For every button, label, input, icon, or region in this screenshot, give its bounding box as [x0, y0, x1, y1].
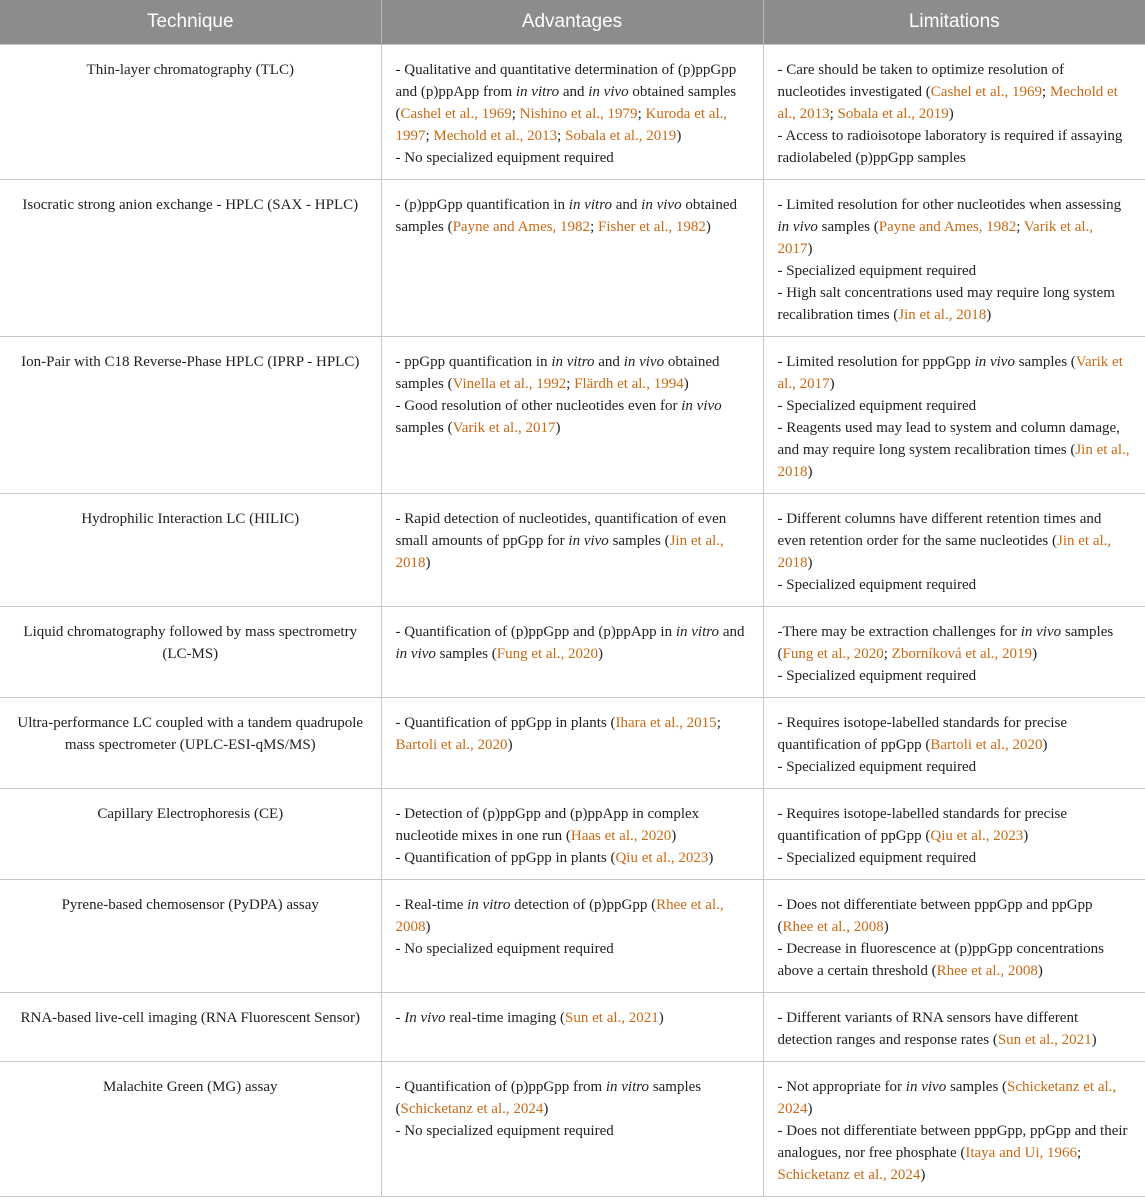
limitations-item: [778, 282, 1132, 326]
text-segment: - Quantification of ppGpp in plants (: [395, 850, 616, 866]
table-row: [0, 993, 1145, 1062]
advantages-item: [396, 395, 749, 439]
limitations-item: [778, 803, 1132, 847]
citation-link[interactable]: Qiu et al., 2023: [615, 850, 709, 866]
text-segment: - ppGpp quantification in: [395, 354, 552, 370]
text-segment: obtained samples (: [395, 84, 737, 122]
citation-link[interactable]: Sobala et al., 2019: [565, 128, 677, 144]
citation-link[interactable]: Mechold et al., 2013: [777, 84, 1118, 122]
text-segment: in vivo: [974, 354, 1015, 370]
citation-link[interactable]: Cashel et al., 1969: [930, 84, 1043, 100]
text-segment: in vivo: [568, 533, 609, 549]
limitations-item: [778, 125, 1132, 169]
text-segment: ): [1042, 737, 1048, 753]
table-row: [0, 494, 1145, 607]
text-segment: in vitro: [605, 1079, 650, 1095]
text-segment: in vivo: [395, 646, 436, 662]
limitations-item: [778, 574, 1132, 596]
advantages-item: [396, 194, 749, 238]
text-segment: samples (: [608, 533, 670, 549]
text-segment: ): [708, 850, 714, 866]
text-segment: - Reagents used may lead to system and column damage, and may require long system recalibration times (: [777, 420, 1120, 458]
text-segment: ): [829, 376, 835, 392]
limitations-item: [778, 621, 1132, 665]
text-segment: ): [658, 1010, 664, 1026]
text-segment: ): [425, 919, 431, 935]
advantages-cell: [381, 337, 763, 494]
header-row: [0, 0, 1145, 45]
text-segment: ): [807, 555, 813, 571]
technique-cell: Capillary Electrophoresis (CE): [0, 789, 381, 880]
advantages-item: [396, 712, 749, 756]
text-segment: - No specialized equipment required: [395, 150, 614, 166]
text-segment: - Specialized equipment required: [777, 398, 977, 414]
advantages-cell: [381, 180, 763, 337]
advantages-cell: [381, 789, 763, 880]
citation-link[interactable]: Cashel et al., 1969: [400, 106, 512, 122]
advantages-item: [396, 621, 749, 665]
citation-link[interactable]: Rhee et al., 2008: [936, 963, 1038, 979]
text-segment: ): [683, 376, 689, 392]
citation-link[interactable]: Nishino et al., 1979: [519, 106, 638, 122]
advantages-item: [396, 147, 749, 169]
advantages-item: [396, 847, 749, 869]
advantages-item: [396, 351, 749, 395]
citation-link[interactable]: Itaya and Ui, 1966: [965, 1145, 1077, 1161]
technique-cell: RNA-based live-cell imaging (RNA Fluorescent Sensor): [0, 993, 381, 1062]
citation-link[interactable]: Mechold et al., 2013: [433, 128, 558, 144]
text-segment: ): [555, 420, 561, 436]
text-segment: samples (: [946, 1079, 1008, 1095]
limitations-item: [778, 260, 1132, 282]
text-segment: ): [1032, 646, 1038, 662]
text-segment: - Qualitative and quantitative determination of (p)ppGpp and (p)ppApp from: [395, 62, 737, 100]
text-segment: and: [719, 624, 745, 640]
text-segment: in vivo: [681, 398, 722, 414]
text-segment: in vitro: [675, 624, 720, 640]
text-segment: obtained samples (: [395, 197, 737, 235]
advantages-item: [396, 59, 749, 147]
advantages-cell: [381, 607, 763, 698]
text-segment: - Decrease in fluorescence at (p)ppGpp concentrations above a certain threshold (: [777, 941, 1105, 979]
table-row: [0, 45, 1145, 180]
text-segment: ): [1091, 1032, 1097, 1048]
text-segment: in vitro: [467, 897, 511, 913]
text-segment: - Detection of (p)ppGpp and (p)ppApp in complex nucleotide mixes in one run (: [395, 806, 700, 844]
text-segment: - Requires isotope-labelled standards for precise quantification of ppGpp (: [777, 715, 1067, 753]
limitations-item: [778, 712, 1132, 756]
text-segment: ;: [511, 106, 520, 122]
header-advantages: Advantages: [381, 0, 763, 45]
text-segment: in vivo: [1020, 624, 1062, 640]
citation-link[interactable]: Zborníková et al., 2019: [891, 646, 1033, 662]
text-segment: - No specialized equipment required: [395, 941, 614, 957]
advantages-cell: [381, 494, 763, 607]
text-segment: - No specialized equipment required: [395, 1123, 614, 1139]
text-segment: in vitro: [515, 84, 560, 100]
citation-link[interactable]: Sun et al., 2021: [997, 1032, 1092, 1048]
citation-link[interactable]: Schicketanz et al., 2024: [400, 1101, 544, 1117]
text-segment: ): [1037, 963, 1043, 979]
limitations-cell: [763, 607, 1145, 698]
text-segment: real-time imaging (: [445, 1010, 566, 1026]
citation-link[interactable]: Sobala et al., 2019: [837, 106, 949, 122]
text-segment: ): [705, 219, 711, 235]
technique-cell: Ultra-performance LC coupled with a tandem quadrupole mass spectrometer (UPLC-ESI-qMS/MS): [0, 698, 381, 789]
text-segment: ): [543, 1101, 549, 1117]
text-segment: - Specialized equipment required: [777, 668, 977, 684]
text-segment: in vivo: [777, 219, 818, 235]
text-segment: ;: [1016, 219, 1024, 235]
limitations-cell: [763, 698, 1145, 789]
text-segment: in vivo: [905, 1079, 947, 1095]
text-segment: detection of (p)ppGpp (: [510, 897, 657, 913]
limitations-item: [778, 894, 1132, 938]
technique-cell: Malachite Green (MG) assay: [0, 1062, 381, 1197]
technique-cell: Ion-Pair with C18 Reverse-Phase HPLC (IPRP - HPLC): [0, 337, 381, 494]
text-segment: - Different variants of RNA sensors have different detection ranges and response rates (: [777, 1010, 1079, 1048]
citation-link[interactable]: Varik et al., 2017: [777, 219, 1094, 257]
text-segment: ;: [716, 715, 721, 731]
text-segment: In vivo: [404, 1010, 446, 1026]
citation-link[interactable]: Rhee et al., 2008: [395, 897, 724, 935]
citation-link[interactable]: Jin et al., 2018: [777, 442, 1130, 480]
text-segment: in vivo: [623, 354, 665, 370]
text-segment: ): [920, 1167, 926, 1183]
citation-link[interactable]: Ihara et al., 2015: [615, 715, 717, 731]
table-row: [0, 880, 1145, 993]
text-segment: ;: [1042, 84, 1050, 100]
text-segment: ): [676, 128, 682, 144]
citation-link[interactable]: Schicketanz et al., 2024: [777, 1079, 1117, 1117]
citation-link[interactable]: Kuroda et al., 1997: [395, 106, 728, 144]
text-segment: in vivo: [641, 197, 682, 213]
technique-cell: Liquid chromatography followed by mass spectrometry (LC-MS): [0, 607, 381, 698]
technique-cell: Pyrene-based chemosensor (PyDPA) assay: [0, 880, 381, 993]
text-segment: - Different columns have different retention times and even retention order for the same nucleotides (: [777, 511, 1102, 549]
text-segment: ;: [829, 106, 838, 122]
text-segment: - Specialized equipment required: [777, 850, 977, 866]
text-segment: and: [612, 197, 642, 213]
text-segment: ): [1023, 828, 1029, 844]
text-segment: in vitro: [551, 354, 595, 370]
text-segment: - Requires isotope-labelled standards for precise quantification of ppGpp (: [777, 806, 1067, 844]
text-segment: ;: [637, 106, 646, 122]
citation-link[interactable]: Varik et al., 2017: [777, 354, 1123, 392]
text-segment: ): [597, 646, 603, 662]
limitations-cell: [763, 789, 1145, 880]
limitations-item: [778, 508, 1132, 574]
text-segment: - Limited resolution for pppGpp: [777, 354, 975, 370]
citation-link[interactable]: Payne and Ames, 1982: [452, 219, 591, 235]
limitations-cell: [763, 45, 1145, 180]
citation-link[interactable]: Rhee et al., 2008: [782, 919, 884, 935]
advantages-item: [396, 938, 749, 960]
text-segment: and: [559, 84, 589, 100]
technique-cell: Hydrophilic Interaction LC (HILIC): [0, 494, 381, 607]
limitations-item: [778, 1076, 1132, 1120]
text-segment: samples (: [817, 219, 879, 235]
advantages-item: [396, 1007, 749, 1029]
text-segment: ;: [590, 219, 598, 235]
text-segment: - Does not differentiate between pppGpp and ppGpp (: [777, 897, 1093, 935]
limitations-cell: [763, 880, 1145, 993]
text-segment: samples (: [435, 646, 497, 662]
limitations-item: [778, 194, 1132, 260]
text-segment: in vivo: [588, 84, 629, 100]
text-segment: ): [807, 464, 813, 480]
citation-link[interactable]: Fung et al., 2020: [782, 646, 884, 662]
citation-link[interactable]: Jin et al., 2018: [777, 533, 1112, 571]
text-segment: ;: [557, 128, 566, 144]
text-segment: ;: [566, 376, 575, 392]
text-segment: and: [594, 354, 624, 370]
limitations-item: [778, 938, 1132, 982]
citation-link[interactable]: Qiu et al., 2023: [930, 828, 1024, 844]
text-segment: - Care should be taken to optimize resolution of nucleotides investigated (: [777, 62, 1065, 100]
text-segment: - Specialized equipment required: [777, 577, 977, 593]
text-segment: - Limited resolution for other nucleotides when assessing: [777, 197, 1122, 213]
limitations-cell: [763, 1062, 1145, 1197]
citation-link[interactable]: Varik et al., 2017: [452, 420, 556, 436]
table-row: [0, 607, 1145, 698]
citation-link[interactable]: Vinella et al., 1992: [452, 376, 567, 392]
limitations-item: [778, 1120, 1132, 1186]
citation-link[interactable]: Bartoli et al., 2020: [930, 737, 1043, 753]
table-row: [0, 789, 1145, 880]
citation-link[interactable]: Payne and Ames, 1982: [878, 219, 1017, 235]
table-row: [0, 180, 1145, 337]
table-row: [0, 1062, 1145, 1197]
limitations-item: [778, 847, 1132, 869]
advantages-item: [396, 803, 749, 847]
text-segment: - Does not differentiate between pppGpp, ppGpp and their analogues, nor free phosphate (: [777, 1123, 1128, 1161]
limitations-cell: [763, 337, 1145, 494]
text-segment: - Specialized equipment required: [777, 759, 977, 775]
citation-link[interactable]: Jin et al., 2018: [395, 533, 724, 571]
text-segment: - Not appropriate for: [777, 1079, 906, 1095]
text-segment: - Quantification of (p)ppGpp from: [395, 1079, 606, 1095]
text-segment: ): [807, 241, 813, 257]
citation-link[interactable]: Sun et al., 2021: [565, 1010, 659, 1026]
text-segment: - (p)ppGpp quantification in: [395, 197, 569, 213]
advantages-cell: [381, 880, 763, 993]
table-row: [0, 337, 1145, 494]
text-segment: - Access to radioisotope laboratory is required if assaying radiolabeled (p)ppGpp samples: [777, 128, 1123, 166]
citation-link[interactable]: Jin et al., 2018: [898, 307, 987, 323]
advantages-item: [396, 894, 749, 938]
advantages-item: [396, 1076, 749, 1120]
text-segment: ): [671, 828, 677, 844]
text-segment: samples (: [777, 624, 1114, 662]
advantages-cell: [381, 698, 763, 789]
citation-link[interactable]: Fung et al., 2020: [496, 646, 598, 662]
text-segment: ;: [883, 646, 892, 662]
text-segment: - Specialized equipment required: [777, 263, 977, 279]
text-segment: ): [948, 106, 954, 122]
limitations-cell: [763, 993, 1145, 1062]
text-segment: samples (: [395, 420, 453, 436]
technique-cell: Isocratic strong anion exchange - HPLC (SAX - HPLC): [0, 180, 381, 337]
advantages-cell: [381, 1062, 763, 1197]
text-segment: - Quantification of ppGpp in plants (: [395, 715, 616, 731]
text-segment: ): [507, 737, 513, 753]
citation-link[interactable]: Haas et al., 2020: [570, 828, 672, 844]
text-segment: ): [883, 919, 889, 935]
limitations-item: [778, 417, 1132, 483]
technique-cell: Thin-layer chromatography (TLC): [0, 45, 381, 180]
advantages-cell: [381, 45, 763, 180]
table-row: [0, 698, 1145, 789]
text-segment: -There may be extraction challenges for: [777, 624, 1021, 640]
text-segment: ): [807, 1101, 813, 1117]
text-segment: - Quantification of (p)ppGpp and (p)ppApp in: [395, 624, 676, 640]
limitations-item: [778, 59, 1132, 125]
advantages-item: [396, 508, 749, 574]
text-segment: - Real-time: [395, 897, 468, 913]
text-segment: obtained samples (: [395, 354, 720, 392]
header-limitations: Limitations: [763, 0, 1145, 45]
text-segment: - High salt concentrations used may require long system recalibration times (: [777, 285, 1115, 323]
text-segment: in vitro: [568, 197, 612, 213]
text-segment: -: [395, 1010, 405, 1026]
text-segment: ): [986, 307, 992, 323]
citation-link[interactable]: Flärdh et al., 1994: [574, 376, 684, 392]
header-technique: Technique: [0, 0, 381, 45]
limitations-cell: [763, 494, 1145, 607]
limitations-item: [778, 756, 1132, 778]
limitations-item: [778, 665, 1132, 687]
text-segment: samples (: [1014, 354, 1076, 370]
advantages-cell: [381, 993, 763, 1062]
text-segment: - Rapid detection of nucleotides, quantification of even small amounts of ppGpp for: [395, 511, 727, 549]
citation-link[interactable]: Bartoli et al., 2020: [395, 737, 508, 753]
limitations-item: [778, 1007, 1132, 1051]
citation-link[interactable]: Schicketanz et al., 2024: [777, 1167, 921, 1183]
limitations-item: [778, 351, 1132, 395]
text-segment: ;: [1077, 1145, 1082, 1161]
text-segment: ;: [425, 128, 434, 144]
citation-link[interactable]: Fisher et al., 1982: [597, 219, 706, 235]
limitations-item: [778, 395, 1132, 417]
limitations-cell: [763, 180, 1145, 337]
text-segment: samples (: [395, 1079, 702, 1117]
text-segment: - Good resolution of other nucleotides even for: [395, 398, 682, 414]
advantages-item: [396, 1120, 749, 1142]
text-segment: ): [425, 555, 431, 571]
